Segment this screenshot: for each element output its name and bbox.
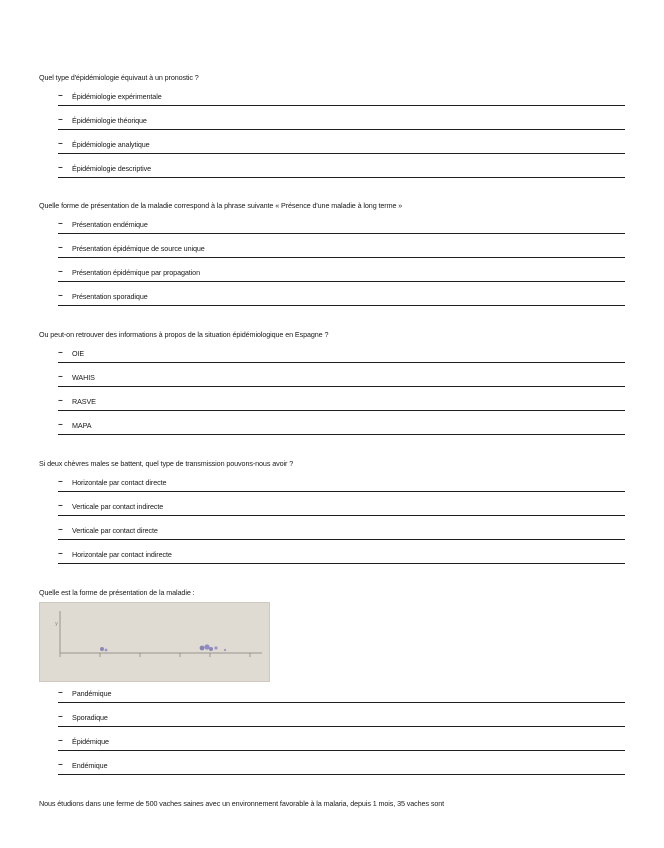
dash-icon: − (58, 372, 63, 381)
dash-icon: − (58, 396, 63, 405)
answer-option[interactable] (58, 501, 625, 516)
dash-icon: − (58, 139, 63, 148)
answer-label: Horizontale par contact directe (72, 478, 167, 487)
answer-label: Verticale par contact indirecte (72, 502, 164, 511)
answer-label: Épidémiologie analytique (72, 140, 150, 149)
answer-label: RASVE (72, 397, 96, 406)
answer-option[interactable] (58, 348, 625, 363)
answer-label: Horizontale par contact indirecte (72, 550, 172, 559)
answer-option[interactable] (58, 420, 625, 435)
answer-option[interactable] (58, 549, 625, 564)
answer-option[interactable] (58, 243, 625, 258)
answer-label: Pandémique (72, 689, 112, 698)
answer-option[interactable] (58, 372, 625, 387)
answer-option[interactable] (58, 115, 625, 130)
dash-icon: − (58, 688, 63, 697)
answer-option[interactable] (58, 736, 625, 751)
answer-label: Sporadique (72, 713, 108, 722)
answer-label: Présentation épidémique de source unique (72, 244, 205, 253)
answer-label: Présentation épidémique par propagation (72, 268, 200, 277)
answer-option[interactable] (58, 712, 625, 727)
dash-icon: − (58, 736, 63, 745)
dash-icon: − (58, 348, 63, 357)
answer-option[interactable] (58, 396, 625, 411)
answer-option[interactable] (58, 267, 625, 282)
dash-icon: − (58, 291, 63, 300)
answer-option[interactable] (58, 477, 625, 492)
answer-option[interactable] (58, 291, 625, 306)
answer-label: Épidémique (72, 737, 109, 746)
answer-option[interactable] (58, 139, 625, 154)
answer-option[interactable] (58, 525, 625, 540)
answer-label: Endémique (72, 761, 108, 770)
dash-icon: − (58, 525, 63, 534)
answer-option[interactable] (58, 688, 625, 703)
answer-label: MAPA (72, 421, 92, 430)
dash-icon: − (58, 243, 63, 252)
dash-icon: − (58, 219, 63, 228)
dash-icon: − (58, 163, 63, 172)
dash-icon: − (58, 501, 63, 510)
dash-icon: − (58, 712, 63, 721)
answer-option[interactable] (58, 91, 625, 106)
question-6-text: Nous étudions dans une ferme de 500 vaches saines avec un environnement favorable à la malaria, depuis 1 mois, 35 vaches sont (39, 799, 445, 808)
dash-icon: − (58, 115, 63, 124)
answer-option[interactable] (58, 760, 625, 775)
answer-label: Verticale par contact directe (72, 526, 158, 535)
answer-label: WAHIS (72, 373, 95, 382)
dash-icon: − (58, 91, 63, 100)
photo-sketch (40, 603, 269, 681)
dash-icon: − (58, 760, 63, 769)
answer-label: Épidémiologie descriptive (72, 164, 152, 173)
question-2-text: Quelle forme de présentation de la maladie correspond à la phrase suivante « Présence d'une maladie à long terme » (39, 201, 403, 210)
dash-icon: − (58, 549, 63, 558)
answer-label: Présentation sporadique (72, 292, 148, 301)
answer-option[interactable] (58, 219, 625, 234)
answer-label: OIE (72, 349, 85, 358)
epidemic-curve-photo (39, 602, 270, 682)
question-1-text: Quel type d'épidémiologie équivaut à un pronostic ? (39, 73, 199, 82)
question-5-text: Quelle est la forme de présentation de la maladie : (39, 588, 195, 597)
svg-text:y: y (55, 621, 58, 627)
answer-label: Présentation endémique (72, 220, 148, 229)
answer-option[interactable] (58, 163, 625, 178)
dash-icon: − (58, 420, 63, 429)
answer-label: Épidémiologie théorique (72, 116, 147, 125)
dash-icon: − (58, 267, 63, 276)
question-3-text: Ou peut-on retrouver des informations à propos de la situation épidémiologique en Espagne ? (39, 330, 329, 339)
answer-label: Épidémiologie expérimentale (72, 92, 162, 101)
question-4-text: Si deux chèvres males se battent, quel type de transmission pouvons-nous avoir ? (39, 459, 294, 468)
dash-icon: − (58, 477, 63, 486)
